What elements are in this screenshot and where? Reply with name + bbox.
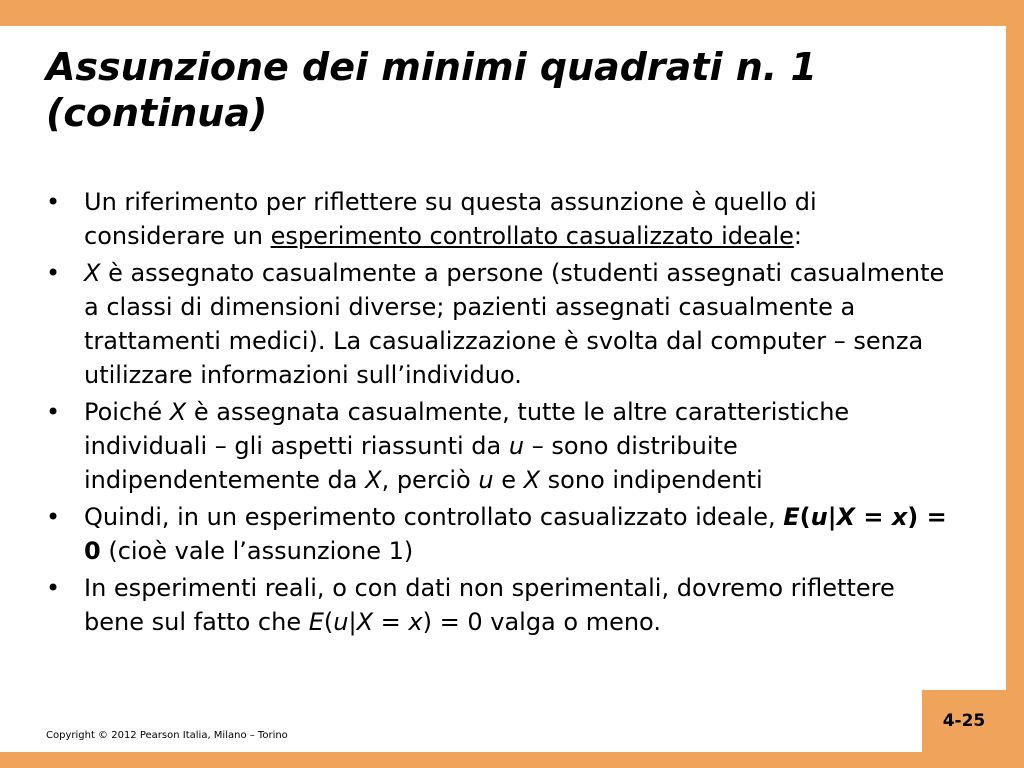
formula-text: | — [827, 503, 837, 531]
copyright-notice: Copyright © 2012 Pearson Italia, Milano – Torino — [46, 730, 288, 741]
formula-variable-x-lower: x — [891, 503, 908, 531]
bullet-text: , perciò — [381, 466, 479, 494]
variable-x: X — [365, 466, 382, 494]
formula-text: | — [348, 608, 357, 636]
bullet-item-5 — [46, 571, 961, 639]
bullet-text: Poiché — [84, 398, 170, 426]
bullet-item-1 — [46, 185, 961, 253]
bullet-item-4 — [46, 500, 961, 568]
formula-text: ) = 0 — [84, 503, 947, 565]
bullet-item-2 — [46, 256, 961, 392]
formula-text: ( — [323, 608, 334, 636]
formula-variable-x-lower: x — [408, 608, 423, 636]
formula-variable-u: u — [810, 503, 828, 531]
slide-title: Assunzione dei minimi quadrati n. 1 (continua) — [46, 45, 817, 135]
bottom-border-bar — [0, 752, 1024, 768]
formula-text: = — [373, 608, 409, 636]
bullet-text: : — [793, 222, 802, 250]
variable-x: X — [523, 466, 541, 494]
page-number: 4-25 — [942, 711, 986, 731]
bullet-text: ) = 0 valga o meno. — [422, 608, 661, 636]
bullet-text: è assegnato casualmente a persone (studenti assegnati casualmente a classi di dimensioni diverse; pazienti assegnati casualmente a trattamenti medici). La casualizzazione è svolta dal computer – senza utilizzare informazioni sull’individuo. — [84, 259, 945, 389]
bullet-marker: • — [46, 574, 61, 602]
bullet-text: Quindi, in un esperimento controllato casualizzato ideale, — [84, 503, 784, 531]
formula-variable-x: X — [836, 503, 855, 531]
bullet-text: – sono distribuite indipendentemente da — [84, 432, 738, 494]
top-border-bar — [0, 0, 1024, 26]
underlined-term: esperimento controllato casualizzato ideale — [270, 222, 794, 250]
variable-u: u — [478, 466, 494, 494]
formula-expectation: E — [783, 503, 800, 531]
bullet-marker: • — [46, 188, 61, 216]
variable-u: u — [508, 432, 525, 460]
bullet-marker: • — [46, 259, 61, 287]
bullet-item-3 — [46, 395, 961, 497]
bullet-list — [46, 185, 961, 642]
bullet-marker: • — [46, 503, 61, 531]
bullet-text: sono indipendenti — [540, 466, 763, 494]
variable-x: X — [169, 398, 187, 426]
formula-text: = — [854, 503, 892, 531]
formula-expectation: E — [308, 608, 324, 636]
bullet-text: (cioè vale l’assunzione 1) — [100, 537, 414, 565]
bullet-text: è assegnata casualmente, tutte le altre caratteristiche individuali – gli aspetti riassunti da — [84, 398, 850, 460]
bullet-text: Un riferimento per riflettere su questa assunzione è quello di considerare un — [84, 188, 817, 250]
variable-x: X — [84, 259, 101, 287]
formula-variable-u: u — [333, 608, 349, 636]
bullet-marker: • — [46, 398, 61, 426]
formula-text: ( — [799, 503, 811, 531]
page-number-badge — [922, 690, 1006, 752]
bullet-text: In esperimenti reali, o con dati non sperimentali, dovremo riflettere bene sul fatto che — [84, 574, 895, 636]
bullet-text: e — [493, 466, 524, 494]
formula-variable-x: X — [356, 608, 374, 636]
right-border-bar — [1006, 0, 1024, 768]
